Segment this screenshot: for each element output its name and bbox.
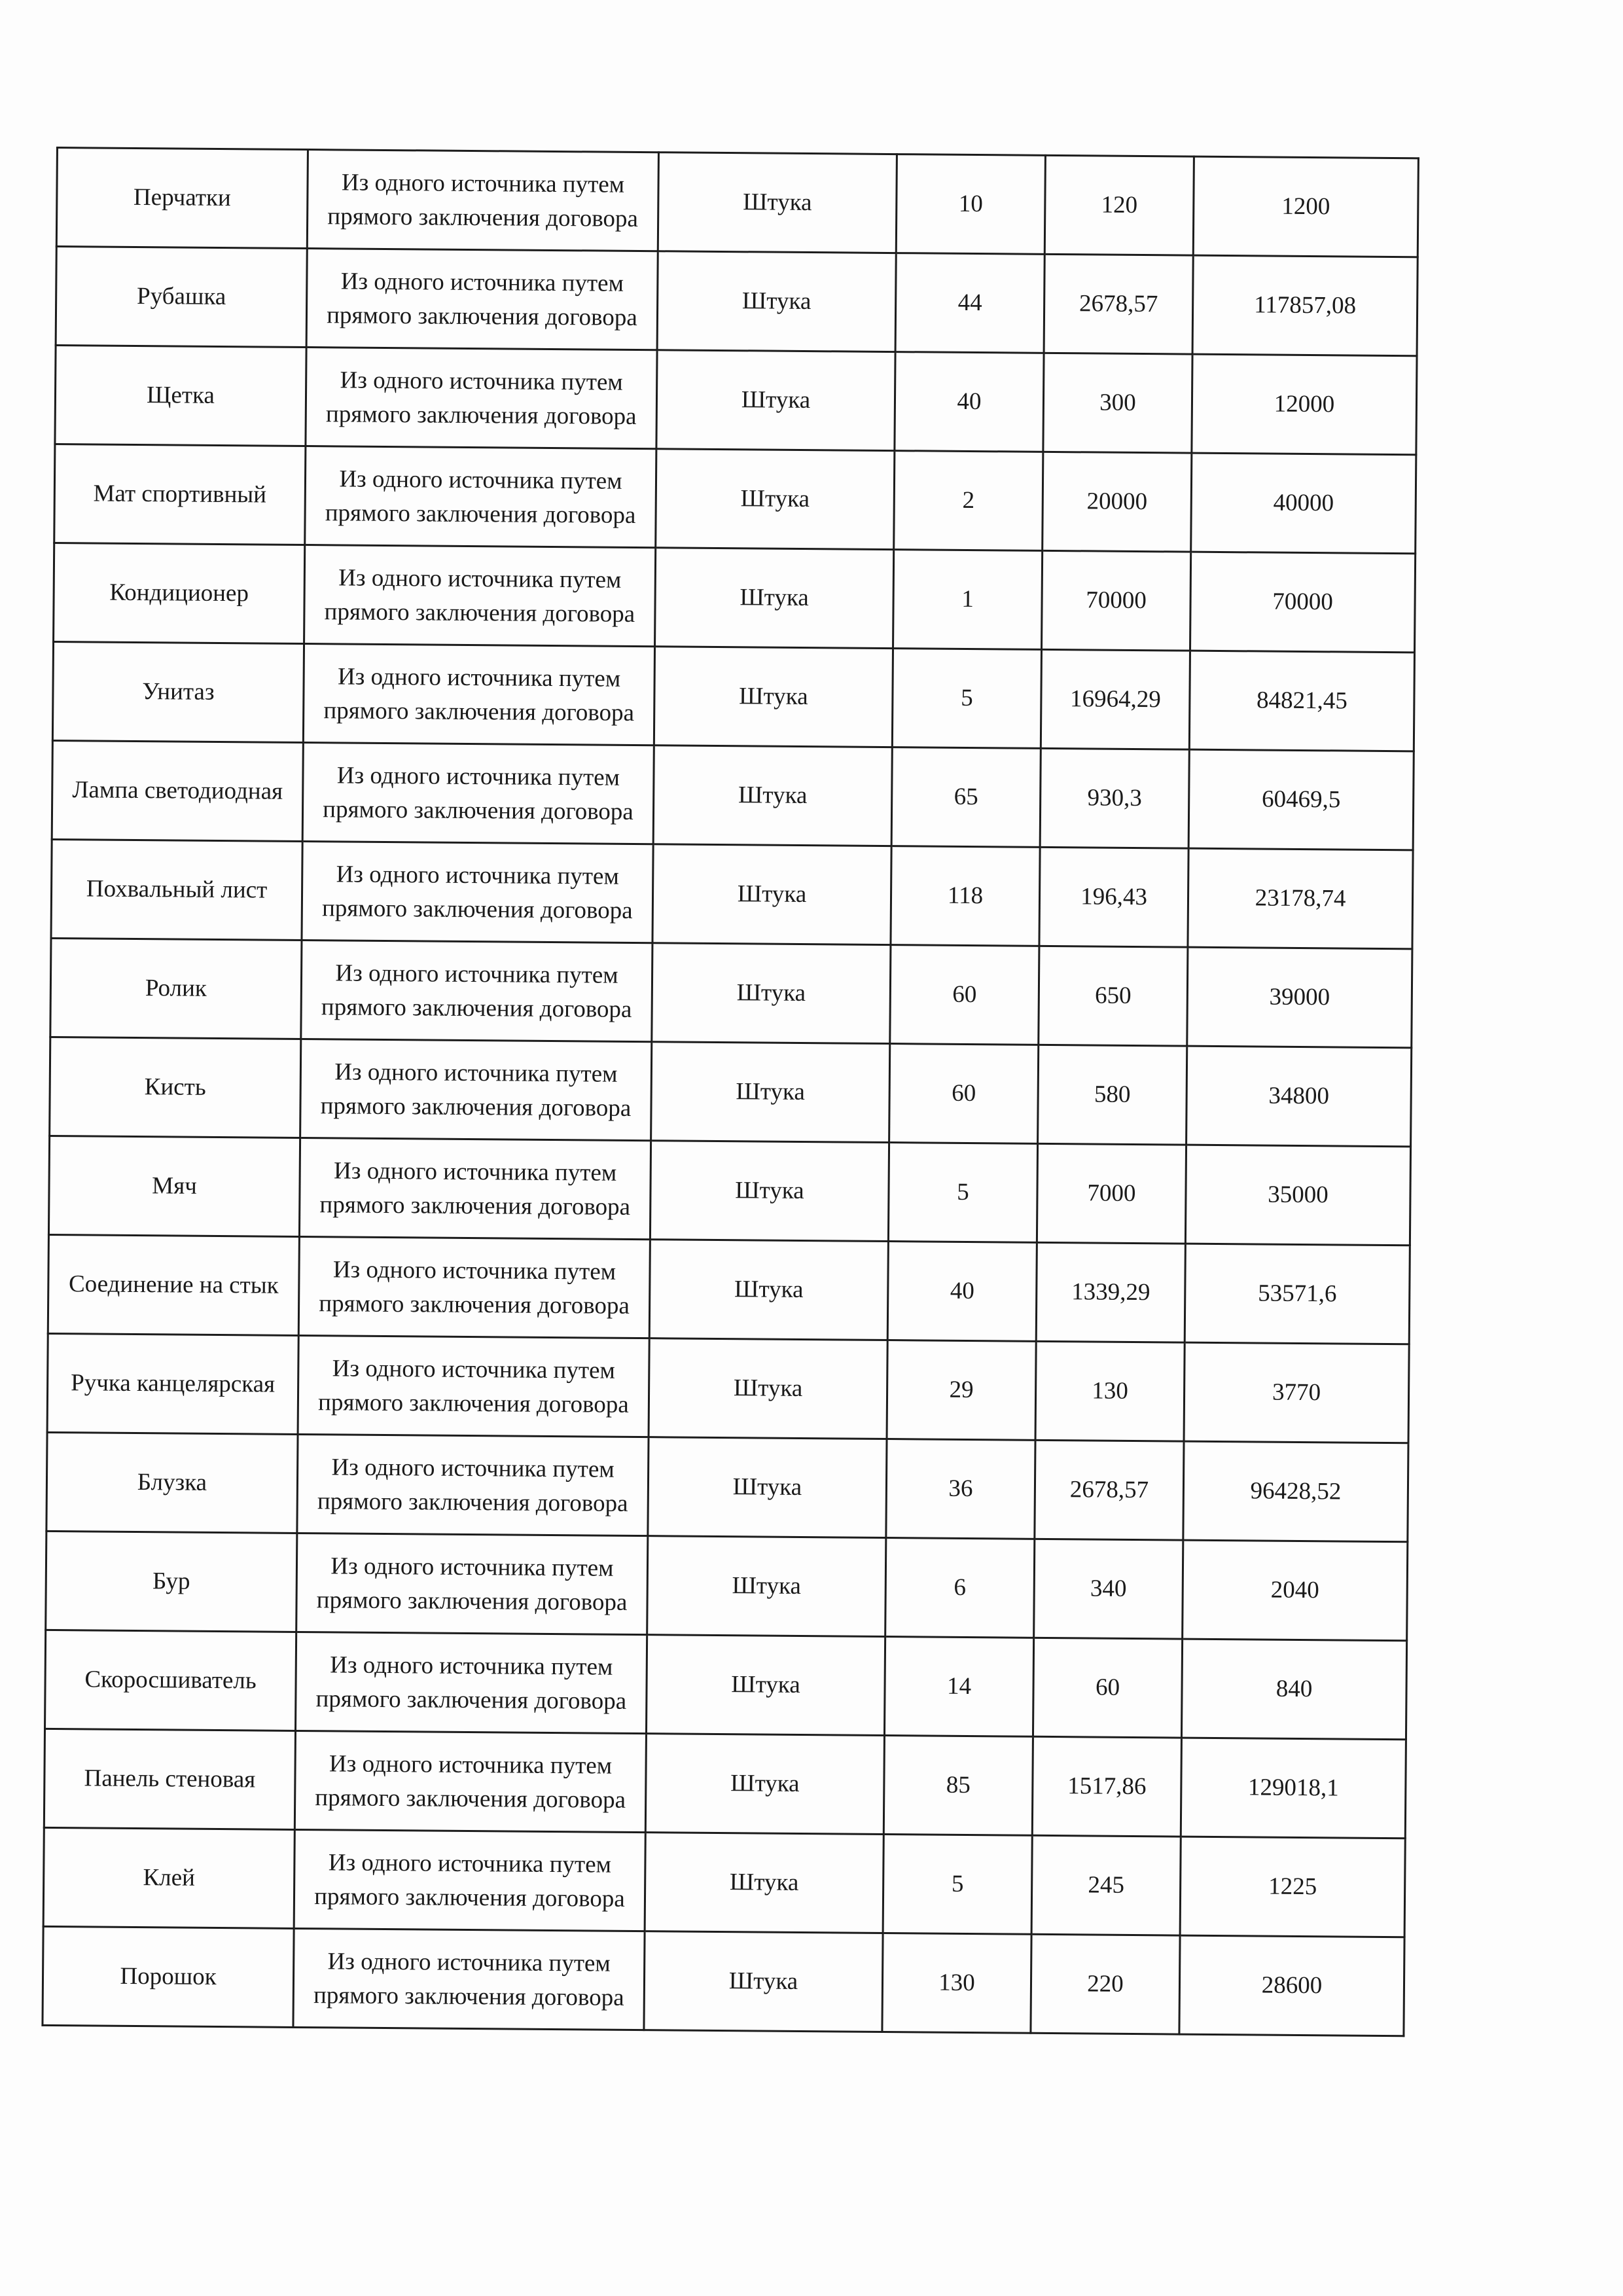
table-row (51, 839, 1413, 948)
total-amount-cell: 28600 (1179, 1935, 1404, 2036)
unit-price-cell: 340 (1034, 1539, 1183, 1639)
procurement-method-cell: Из одного источника путем прямого заключения договора (306, 348, 657, 449)
procurement-method-cell: Из одного источника путем прямого заключения договора (305, 446, 656, 548)
procurement-method-cell: Из одного источника путем прямого заключения договора (296, 1632, 647, 1733)
item-name-cell: Перчатки (56, 148, 308, 249)
table-row (43, 1827, 1405, 1937)
procurement-method-cell: Из одного источника путем прямого заключения договора (304, 545, 656, 647)
total-amount-cell: 84821,45 (1189, 651, 1414, 751)
unit-cell: Штука (649, 1338, 887, 1439)
quantity-cell: 14 (884, 1637, 1033, 1737)
quantity-cell: 5 (888, 1143, 1037, 1243)
total-amount-cell: 96428,52 (1183, 1441, 1408, 1542)
quantity-cell: 1 (893, 550, 1043, 650)
item-name-cell: Ручка канцелярская (47, 1333, 298, 1434)
table-row (44, 1729, 1406, 1838)
unit-price-cell: 650 (1039, 946, 1188, 1046)
unit-price-cell: 60 (1033, 1638, 1182, 1738)
total-amount-cell: 34800 (1186, 1046, 1412, 1147)
item-name-cell: Мяч (48, 1136, 300, 1236)
unit-cell: Штука (649, 1240, 888, 1340)
unit-price-cell: 1339,29 (1036, 1242, 1185, 1342)
procurement-method-cell: Из одного источника путем прямого заключения договора (297, 1434, 649, 1535)
table-row (55, 346, 1417, 455)
unit-price-cell: 2678,57 (1035, 1440, 1184, 1540)
unit-price-cell: 196,43 (1039, 847, 1188, 947)
unit-price-cell: 130 (1035, 1341, 1185, 1441)
procurement-method-cell: Из одного источника путем прямого заключения договора (302, 841, 653, 942)
unit-cell: Штука (652, 943, 891, 1044)
total-amount-cell: 12000 (1192, 354, 1417, 455)
unit-cell: Штука (651, 1042, 890, 1143)
unit-price-cell: 1517,86 (1032, 1736, 1181, 1837)
total-amount-cell: 70000 (1190, 552, 1416, 653)
quantity-cell: 5 (892, 649, 1041, 749)
table-row (43, 1926, 1404, 2036)
table-row (47, 1333, 1409, 1443)
unit-price-cell: 2678,57 (1044, 254, 1193, 354)
unit-cell: Штука (658, 152, 897, 253)
unit-price-cell: 245 (1031, 1835, 1181, 1935)
item-name-cell: Порошок (43, 1926, 294, 2027)
procurement-method-cell: Из одного источника путем прямого заключения договора (293, 1928, 645, 2030)
item-name-cell: Клей (43, 1827, 294, 1928)
item-name-cell: Панель стеновая (44, 1729, 295, 1829)
table-row (52, 641, 1414, 751)
item-name-cell: Рубашка (56, 247, 307, 348)
item-name-cell: Соединение на стык (48, 1234, 299, 1335)
unit-cell: Штука (647, 1536, 886, 1637)
quantity-cell: 10 (896, 154, 1045, 255)
unit-cell: Штука (654, 647, 893, 747)
table-row (54, 543, 1416, 652)
unit-price-cell: 70000 (1042, 550, 1191, 651)
procurement-table (41, 147, 1419, 2037)
total-amount-cell: 1225 (1180, 1837, 1405, 1937)
item-name-cell: Блузка (46, 1432, 298, 1533)
quantity-cell: 65 (891, 747, 1041, 848)
unit-cell: Штука (656, 449, 895, 550)
total-amount-cell: 1200 (1193, 156, 1418, 257)
unit-price-cell: 120 (1044, 155, 1194, 255)
procurement-method-cell: Из одного источника путем прямого заключения договора (301, 940, 652, 1041)
unit-cell: Штука (652, 844, 891, 945)
quantity-cell: 85 (883, 1736, 1033, 1836)
procurement-method-cell: Из одного источника путем прямого заключения договора (299, 1138, 651, 1239)
item-name-cell: Унитаз (52, 641, 304, 742)
table-row (48, 1136, 1410, 1245)
quantity-cell: 40 (887, 1242, 1037, 1342)
unit-cell: Штука (646, 1635, 885, 1736)
table-row (50, 938, 1412, 1047)
table-row (52, 740, 1414, 850)
quantity-cell: 60 (889, 1044, 1039, 1144)
unit-cell: Штука (655, 548, 894, 649)
procurement-table-body (43, 148, 1418, 2036)
table-row (48, 1234, 1410, 1344)
unit-price-cell: 930,3 (1040, 748, 1189, 848)
quantity-cell: 118 (891, 846, 1040, 946)
unit-price-cell: 300 (1043, 353, 1192, 453)
total-amount-cell: 39000 (1187, 947, 1412, 1048)
table-row (46, 1432, 1408, 1541)
unit-cell: Штука (648, 1437, 887, 1538)
quantity-cell: 44 (895, 253, 1044, 353)
unit-cell: Штука (645, 1833, 883, 1933)
procurement-method-cell: Из одного источника путем прямого заключения договора (298, 1236, 650, 1338)
total-amount-cell: 40000 (1191, 453, 1416, 554)
total-amount-cell: 129018,1 (1181, 1738, 1406, 1839)
total-amount-cell: 53571,6 (1185, 1244, 1410, 1344)
quantity-cell: 2 (894, 451, 1043, 551)
table-row (46, 1531, 1408, 1640)
procurement-method-cell: Из одного источника путем прямого заключения договора (306, 249, 658, 350)
procurement-method-cell: Из одного источника путем прямого заключения договора (296, 1533, 648, 1634)
item-name-cell: Щетка (55, 346, 306, 446)
item-name-cell: Ролик (50, 938, 302, 1039)
item-name-cell: Мат спортивный (54, 444, 306, 545)
table-row (50, 1037, 1412, 1146)
unit-cell: Штука (645, 1734, 884, 1835)
total-amount-cell: 60469,5 (1188, 749, 1414, 850)
quantity-cell: 6 (885, 1538, 1035, 1638)
quantity-cell: 5 (883, 1835, 1032, 1935)
quantity-cell: 36 (886, 1439, 1035, 1539)
total-amount-cell: 2040 (1183, 1540, 1408, 1641)
table-row (54, 444, 1416, 553)
unit-cell: Штука (656, 350, 895, 451)
item-name-cell: Кондиционер (54, 543, 305, 643)
unit-price-cell: 16964,29 (1041, 649, 1190, 749)
quantity-cell: 40 (895, 352, 1044, 452)
total-amount-cell: 35000 (1185, 1145, 1410, 1246)
unit-price-cell: 580 (1038, 1045, 1187, 1145)
unit-cell: Штука (657, 251, 896, 352)
procurement-method-cell: Из одного источника путем прямого заключения договора (303, 643, 654, 745)
item-name-cell: Бур (46, 1531, 297, 1632)
quantity-cell: 130 (882, 1933, 1031, 2034)
item-name-cell: Скоросшиватель (45, 1630, 296, 1731)
unit-cell: Штука (644, 1931, 883, 2032)
item-name-cell: Кисть (50, 1037, 301, 1138)
quantity-cell: 60 (890, 945, 1039, 1045)
total-amount-cell: 840 (1181, 1639, 1406, 1740)
total-amount-cell: 117857,08 (1192, 255, 1418, 356)
procurement-method-cell: Из одного источника путем прямого заключения договора (294, 1731, 646, 1832)
procurement-method-cell: Из одного источника путем прямого заключения договора (302, 742, 654, 844)
unit-price-cell: 220 (1031, 1934, 1180, 2034)
unit-cell: Штука (653, 745, 892, 846)
procurement-method-cell: Из одного источника путем прямого заключения договора (298, 1335, 649, 1437)
table-row (45, 1630, 1407, 1739)
procurement-method-cell: Из одного источника путем прямого заключения договора (294, 1829, 645, 1931)
table-row (56, 247, 1418, 356)
item-name-cell: Лампа светодиодная (52, 740, 303, 841)
total-amount-cell: 3770 (1184, 1342, 1409, 1443)
procurement-method-cell: Из одного источника путем прямого заключения договора (307, 150, 658, 251)
unit-price-cell: 20000 (1043, 452, 1192, 552)
unit-cell: Штука (650, 1141, 889, 1242)
unit-price-cell: 7000 (1037, 1143, 1186, 1244)
quantity-cell: 29 (887, 1340, 1036, 1441)
procurement-method-cell: Из одного источника путем прямого заключения договора (300, 1039, 652, 1140)
table-row (56, 148, 1418, 257)
item-name-cell: Похвальный лист (51, 839, 302, 940)
total-amount-cell: 23178,74 (1188, 848, 1413, 949)
